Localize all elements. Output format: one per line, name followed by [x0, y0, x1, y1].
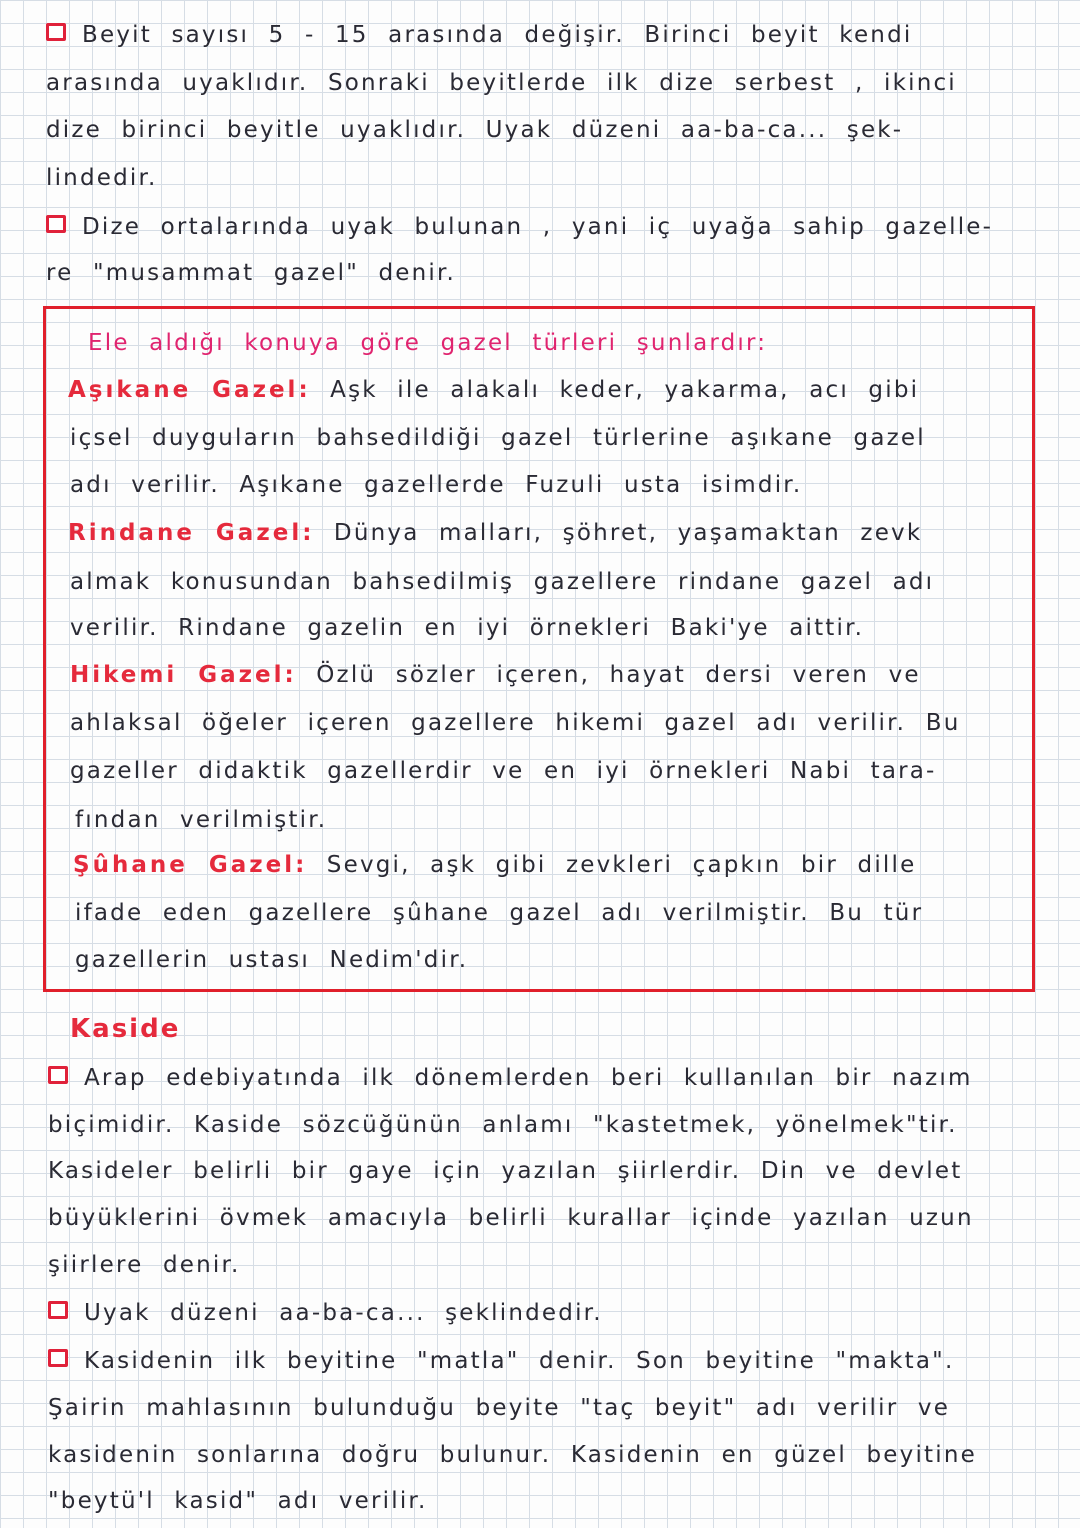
rindane-term: Rindane Gazel:: [68, 520, 315, 546]
intro-p2-line-2: re "musammat gazel" denir.: [46, 260, 457, 286]
text: Özlü sözler içeren, hayat dersi veren ve: [316, 662, 921, 688]
kaside-p1-line-5: şiirlere denir.: [48, 1252, 241, 1278]
text: Arap edebiyatında ilk dönemlerden beri kullanılan bir nazım: [84, 1065, 973, 1091]
hikemi-line-1: [70, 660, 921, 690]
kaside-p3-line-3: kasidenin sonlarına doğru bulunur. Kasidenin en güzel beyitine: [48, 1442, 977, 1468]
square-bullet-icon: [48, 1349, 68, 1367]
kaside-title: Kaside: [70, 1014, 181, 1044]
intro-p1-line-4: lindedir.: [46, 165, 158, 191]
box-heading: Ele aldığı konuya göre gazel türleri şunlardır:: [88, 330, 768, 356]
asikane-line-1: [68, 375, 919, 405]
kaside-p1-line-1: [48, 1063, 973, 1093]
suhane-line-2: ifade eden gazellere şûhane gazel adı verilmiştir. Bu tür: [75, 900, 924, 926]
hikemi-line-4: fından verilmiştir.: [75, 807, 328, 833]
asikane-line-2: içsel duyguların bahsedildiği gazel türlerine aşıkane gazel: [70, 425, 926, 451]
text: Dünya malları, şöhret, yaşamaktan zevk: [333, 520, 923, 546]
hikemi-line-3: gazeller didaktik gazellerdir ve en iyi örnekleri Nabi tara-: [70, 758, 937, 784]
text: Aşk ile alakalı keder, yakarma, acı gibi: [330, 377, 920, 403]
kaside-p1-line-2: biçimidir. Kaside sözcüğünün anlamı "kastetmek, yönelmek"tir.: [48, 1112, 958, 1138]
asikane-line-3: adı verilir. Aşıkane gazellerde Fuzuli usta isimdir.: [70, 472, 803, 498]
text: Kasidenin ilk beyitine "matla" denir. Son beyitine "makta".: [84, 1348, 955, 1374]
intro-p1-line-3: dize birinci beyitle uyaklıdır. Uyak düzeni aa-ba-ca... şek-: [46, 117, 904, 143]
rindane-line-1: [68, 518, 922, 548]
rindane-line-3: verilir. Rindane gazelin en iyi örnekleri Baki'ye aittir.: [70, 615, 865, 641]
square-bullet-icon: [48, 1066, 68, 1084]
kaside-p3-line-2: Şairin mahlasının bulunduğu beyite "taç beyit" adı verilir ve: [48, 1395, 951, 1421]
intro-p2-line-1: [46, 212, 993, 242]
kaside-p1-line-3: Kasideler belirli bir gaye için yazılan şiirlerdir. Din ve devlet: [48, 1158, 963, 1184]
text: Sevgi, aşk gibi zevkleri çapkın bir dille: [326, 852, 917, 878]
suhane-line-3: gazellerin ustası Nedim'dir.: [75, 947, 469, 973]
square-bullet-icon: [46, 215, 66, 233]
kaside-p3-line-4: "beytü'l kasid" adı verilir.: [48, 1488, 428, 1514]
kaside-p3-line-1: [48, 1346, 954, 1376]
rindane-line-2: almak konusundan bahsedilmiş gazellere rindane gazel adı: [70, 569, 935, 595]
text: Dize ortalarında uyak bulunan , yani iç uyağa sahip gazelle-: [82, 214, 994, 240]
suhane-term: Şûhane Gazel:: [73, 852, 308, 878]
kaside-p2-line-1: [48, 1298, 603, 1328]
hikemi-term: Hikemi Gazel:: [70, 662, 297, 688]
text: Uyak düzeni aa-ba-ca... şeklindedir.: [84, 1300, 603, 1326]
kaside-p1-line-4: büyüklerini övmek amacıyla belirli kurallar içinde yazılan uzun: [48, 1205, 974, 1231]
asikane-term: Aşıkane Gazel:: [68, 377, 311, 403]
intro-p1-line-2: arasında uyaklıdır. Sonraki beyitlerde ilk dize serbest , ikinci: [46, 70, 957, 96]
square-bullet-icon: [48, 1301, 68, 1319]
intro-p1-line-1: [46, 20, 912, 50]
gazel-types-box: [43, 306, 1035, 992]
suhane-line-1: [73, 850, 916, 880]
text: Beyit sayısı 5 - 15 arasında değişir. Birinci beyit kendi: [82, 22, 913, 48]
hikemi-line-2: ahlaksal öğeler içeren gazellere hikemi gazel adı verilir. Bu: [70, 710, 961, 736]
square-bullet-icon: [46, 23, 66, 41]
